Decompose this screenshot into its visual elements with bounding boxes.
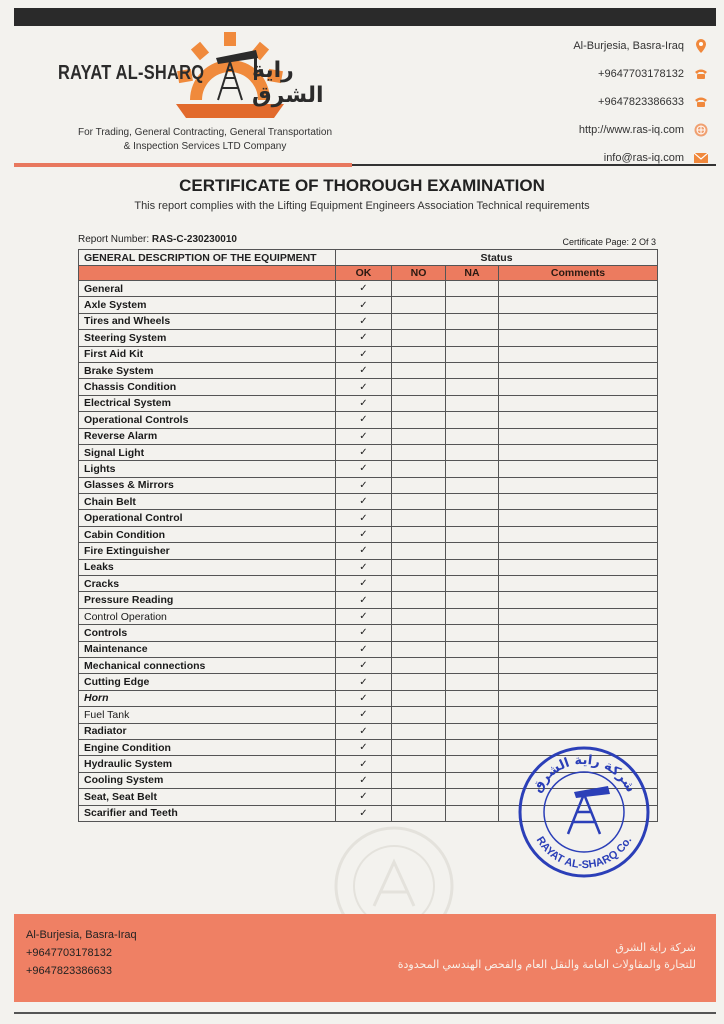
equipment-item: Fuel Tank [79,707,336,723]
equipment-item: Tires and Wheels [79,313,336,329]
equipment-item: Electrical System [79,395,336,411]
na-column-header: NA [446,266,499,281]
table-row [79,723,658,739]
equipment-item: Operational Control [79,510,336,526]
equipment-item: Pressure Reading [79,592,336,608]
table-subheader-row [79,266,658,281]
table-row [79,625,658,641]
ok-cell: ✓ [336,674,392,690]
na-cell [446,494,499,510]
table-row [79,477,658,493]
footer-arabic-company [398,940,696,974]
ok-cell: ✓ [336,772,392,788]
table-row [79,379,658,395]
bottom-rule [14,1012,716,1014]
table-row [79,674,658,690]
email-link[interactable]: info@ras-iq.com [603,152,684,164]
no-cell [392,772,446,788]
brand-name-english: RAYAT AL-SHARQ [58,62,205,84]
ok-cell: ✓ [336,362,392,378]
equipment-item: First Aid Kit [79,346,336,362]
comments-cell [499,608,658,624]
ok-cell: ✓ [336,739,392,755]
stamp-arabic-text: شركة راية الشرق [529,752,639,796]
comments-cell [499,330,658,346]
no-cell [392,412,446,428]
no-cell [392,707,446,723]
equipment-item: Cabin Condition [79,526,336,542]
no-cell [392,526,446,542]
na-cell [446,281,499,297]
na-cell [446,444,499,460]
document-title: CERTIFICATE OF THOROUGH EXAMINATION [179,176,545,195]
na-cell [446,756,499,772]
ok-cell: ✓ [336,428,392,444]
phone-1-text[interactable]: +9647703178132 [598,68,684,80]
equipment-item: Maintenance [79,641,336,657]
no-cell [392,608,446,624]
no-cell [392,789,446,805]
na-cell [446,412,499,428]
no-cell [392,559,446,575]
na-cell [446,625,499,641]
ok-cell: ✓ [336,526,392,542]
ok-column-header: OK [336,266,392,281]
contact-website[interactable] [468,116,708,144]
comments-cell [499,346,658,362]
equipment-item: Mechanical connections [79,657,336,673]
comments-cell [499,461,658,477]
na-cell [446,428,499,444]
table-row [79,657,658,673]
ok-cell: ✓ [336,690,392,706]
ok-cell: ✓ [336,625,392,641]
company-tagline [58,126,352,154]
table-row [79,510,658,526]
ok-cell: ✓ [336,576,392,592]
no-cell [392,444,446,460]
na-cell [446,313,499,329]
table-row [79,297,658,313]
no-cell [392,477,446,493]
no-cell [392,330,446,346]
document-subtitle: This report complies with the Lifting Equipment Engineers Association Technical requirements [134,200,590,212]
ok-cell: ✓ [336,805,392,821]
table-row [79,461,658,477]
comments-cell [499,428,658,444]
ok-cell: ✓ [336,592,392,608]
ok-cell: ✓ [336,379,392,395]
table-row [79,412,658,428]
comments-cell [499,444,658,460]
comments-cell [499,281,658,297]
equipment-item: Controls [79,625,336,641]
ok-cell: ✓ [336,330,392,346]
comments-cell [499,641,658,657]
comments-cell [499,297,658,313]
comments-cell [499,592,658,608]
equipment-item: Axle System [79,297,336,313]
comments-cell [499,559,658,575]
table-row [79,330,658,346]
table-row [79,559,658,575]
table-row [79,543,658,559]
top-bar [14,8,716,26]
table-row [79,576,658,592]
company-logo [58,28,358,124]
comments-cell [499,313,658,329]
globe-icon [694,123,708,137]
ok-cell: ✓ [336,510,392,526]
comments-cell [499,657,658,673]
tagline-line-1: For Trading, General Contracting, General Transportation [77,127,333,138]
ok-cell: ✓ [336,543,392,559]
table-row [79,362,658,378]
no-cell [392,756,446,772]
inspection-table [78,249,658,822]
ok-cell: ✓ [336,608,392,624]
ok-cell: ✓ [336,412,392,428]
no-cell [392,494,446,510]
comments-cell [499,379,658,395]
comments-cell [499,723,658,739]
stamp-english-text: RAYAT AL-SHARQ Co. [533,834,635,872]
no-cell [392,592,446,608]
ok-cell: ✓ [336,313,392,329]
contact-address [468,32,708,60]
footer-address: Al-Burjesia, Basra-Iraq [26,929,137,941]
brand-name-arabic: راية الشرق [252,58,324,108]
table-row [79,281,658,297]
equipment-item: Lights [79,461,336,477]
na-cell [446,477,499,493]
table-row [79,395,658,411]
ok-cell: ✓ [336,477,392,493]
table-body [79,281,658,822]
comments-cell [499,576,658,592]
no-cell [392,510,446,526]
ok-cell: ✓ [336,559,392,575]
report-number-value: RAS-C-230230010 [151,234,237,245]
footer-contact [26,926,137,980]
no-cell [392,641,446,657]
certificate-page: Certificate Page: 2 Of 3 [562,237,656,247]
na-cell [446,346,499,362]
table-header-row [79,250,658,266]
description-header: GENERAL DESCRIPTION OF THE EQUIPMENT [79,250,336,266]
na-cell [446,707,499,723]
no-cell [392,362,446,378]
comments-cell [499,494,658,510]
no-cell [392,313,446,329]
phone-icon [694,95,708,109]
na-cell [446,395,499,411]
equipment-item: Reverse Alarm [79,428,336,444]
no-cell [392,428,446,444]
na-cell [446,576,499,592]
table-row [79,690,658,706]
equipment-item: Radiator [79,723,336,739]
table-row [79,494,658,510]
report-number [78,234,237,245]
comments-cell [499,707,658,723]
comments-cell [499,674,658,690]
equipment-item: Fire Extinguisher [79,543,336,559]
website-link[interactable]: http://www.ras-iq.com [578,124,684,136]
table-row [79,608,658,624]
contact-email[interactable] [468,144,708,172]
equipment-item: Cutting Edge [79,674,336,690]
footer [14,914,716,1002]
equipment-item: Cooling System [79,772,336,788]
na-cell [446,543,499,559]
comments-cell [499,543,658,559]
status-header: Status [336,250,658,266]
ok-cell: ✓ [336,494,392,510]
no-cell [392,543,446,559]
equipment-item: Chassis Condition [79,379,336,395]
envelope-icon [694,151,708,165]
na-cell [446,362,499,378]
address-text: Al-Burjesia, Basra-Iraq [573,40,684,52]
comments-cell [499,412,658,428]
na-cell [446,739,499,755]
tagline-line-2: & Inspection Services LTD Company [123,141,287,152]
table-row [79,707,658,723]
no-cell [392,379,446,395]
equipment-item: Hydraulic System [79,756,336,772]
comments-column-header: Comments [499,266,658,281]
footer-phone-1[interactable]: +9647703178132 [26,947,112,959]
no-cell [392,674,446,690]
ok-cell: ✓ [336,281,392,297]
contact-phone-2[interactable] [468,88,708,116]
na-cell [446,772,499,788]
comments-cell [499,395,658,411]
equipment-item: Horn [79,690,336,706]
na-cell [446,641,499,657]
na-cell [446,690,499,706]
no-cell [392,723,446,739]
no-cell [392,690,446,706]
ok-cell: ✓ [336,756,392,772]
ok-cell: ✓ [336,461,392,477]
na-cell [446,297,499,313]
comments-cell [499,625,658,641]
comments-cell [499,362,658,378]
no-cell [392,739,446,755]
equipment-item: Cracks [79,576,336,592]
table-row [79,346,658,362]
na-cell [446,657,499,673]
ok-cell: ✓ [336,657,392,673]
comments-cell [499,690,658,706]
na-cell [446,805,499,821]
na-cell [446,723,499,739]
equipment-item: Engine Condition [79,739,336,755]
no-cell [392,346,446,362]
na-cell [446,608,499,624]
comments-cell [499,477,658,493]
na-cell [446,461,499,477]
footer-arabic-line-1: شركة راية الشرق [615,942,696,954]
contact-phone-1[interactable] [468,60,708,88]
equipment-item: Brake System [79,362,336,378]
na-cell [446,789,499,805]
na-cell [446,526,499,542]
ok-cell: ✓ [336,641,392,657]
equipment-item: Signal Light [79,444,336,460]
table-row [79,592,658,608]
no-column-header: NO [392,266,446,281]
footer-phone-2[interactable]: +9647823386633 [26,965,112,977]
phone-icon [694,67,708,81]
na-cell [446,674,499,690]
table-row [79,641,658,657]
no-cell [392,281,446,297]
table-row [79,444,658,460]
no-cell [392,805,446,821]
equipment-item: Seat, Seat Belt [79,789,336,805]
blank-header-cell [79,266,336,281]
header-divider-dark [352,164,716,166]
ok-cell: ✓ [336,789,392,805]
table-row [79,313,658,329]
table-row [79,526,658,542]
ok-cell: ✓ [336,395,392,411]
comments-cell [499,510,658,526]
equipment-item: General [79,281,336,297]
na-cell [446,330,499,346]
equipment-item: Leaks [79,559,336,575]
no-cell [392,576,446,592]
footer-arabic-line-2: للتجارة والمقاولات العامة والنقل العام والفحص الهندسي المحدودة [397,959,696,971]
na-cell [446,510,499,526]
no-cell [392,625,446,641]
phone-2-text[interactable]: +9647823386633 [598,96,684,108]
no-cell [392,657,446,673]
equipment-item: Steering System [79,330,336,346]
no-cell [392,297,446,313]
report-number-label: Report Number: [78,234,150,245]
na-cell [446,559,499,575]
location-pin-icon [694,39,708,53]
na-cell [446,592,499,608]
equipment-item: Glasses & Mirrors [79,477,336,493]
ok-cell: ✓ [336,297,392,313]
equipment-item: Chain Belt [79,494,336,510]
comments-cell [499,526,658,542]
ok-cell: ✓ [336,723,392,739]
no-cell [392,461,446,477]
equipment-item: Scarifier and Teeth [79,805,336,821]
header-divider-orange [14,163,352,167]
table-row [79,428,658,444]
no-cell [392,395,446,411]
ok-cell: ✓ [336,707,392,723]
ok-cell: ✓ [336,444,392,460]
equipment-item: Operational Controls [79,412,336,428]
company-stamp-icon [516,744,652,880]
ok-cell: ✓ [336,346,392,362]
contact-info [468,32,708,172]
equipment-item: Control Operation [79,608,336,624]
na-cell [446,379,499,395]
